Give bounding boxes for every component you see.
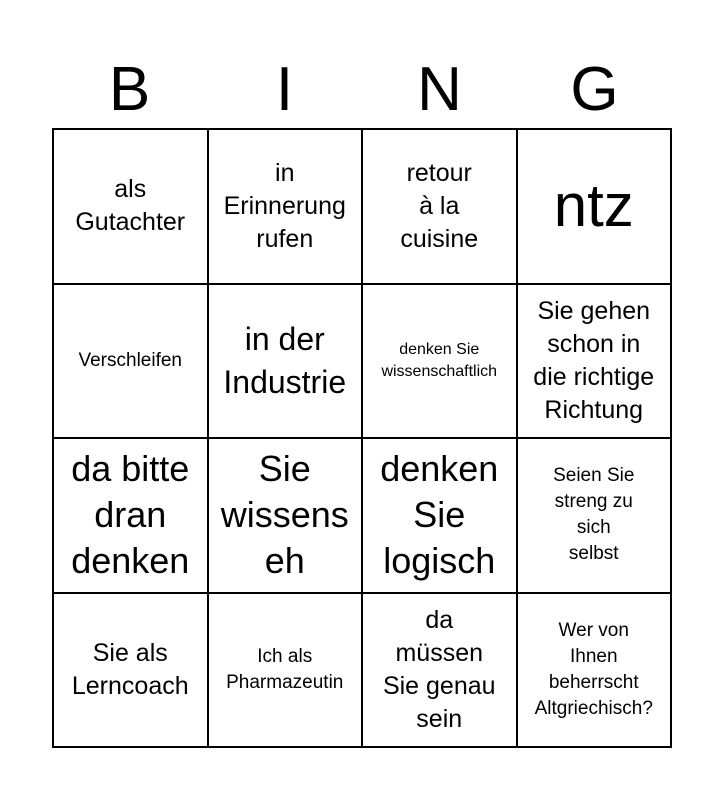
bingo-cell[interactable]: Seien Sie streng zu sich selbst (517, 438, 672, 593)
bingo-cell[interactable]: Verschleifen (53, 284, 208, 439)
bingo-cell[interactable]: Sie wissens eh (208, 438, 363, 593)
bingo-cell[interactable]: da bitte dran denken (53, 438, 208, 593)
bingo-header (52, 52, 672, 128)
bingo-cell[interactable]: in der Industrie (208, 284, 363, 439)
bingo-cell[interactable]: in Erinnerung rufen (208, 129, 363, 284)
bingo-cell[interactable]: da müssen Sie genau sein (362, 593, 517, 748)
header-letter-b: B (108, 55, 151, 124)
bingo-cell[interactable]: Wer von Ihnen beherrscht Altgriechisch? (517, 593, 672, 748)
bingo-cell[interactable]: als Gutachter (53, 129, 208, 284)
header-letter-n: N (417, 55, 462, 124)
header-letter-g: G (570, 55, 619, 124)
bingo-cell[interactable]: denken Sie wissenschaftlich (362, 284, 517, 439)
bingo-cell[interactable]: denken Sie logisch (362, 438, 517, 593)
bingo-cell[interactable]: ntz (517, 129, 672, 284)
header-letter-i: I (275, 55, 294, 124)
bingo-cell[interactable]: Sie gehen schon in die richtige Richtung (517, 284, 672, 439)
bingo-cell[interactable]: retour à la cuisine (362, 129, 517, 284)
bingo-board (52, 128, 672, 748)
bingo-cell[interactable]: Ich als Pharmazeutin (208, 593, 363, 748)
bingo-cell[interactable]: Sie als Lerncoach (53, 593, 208, 748)
